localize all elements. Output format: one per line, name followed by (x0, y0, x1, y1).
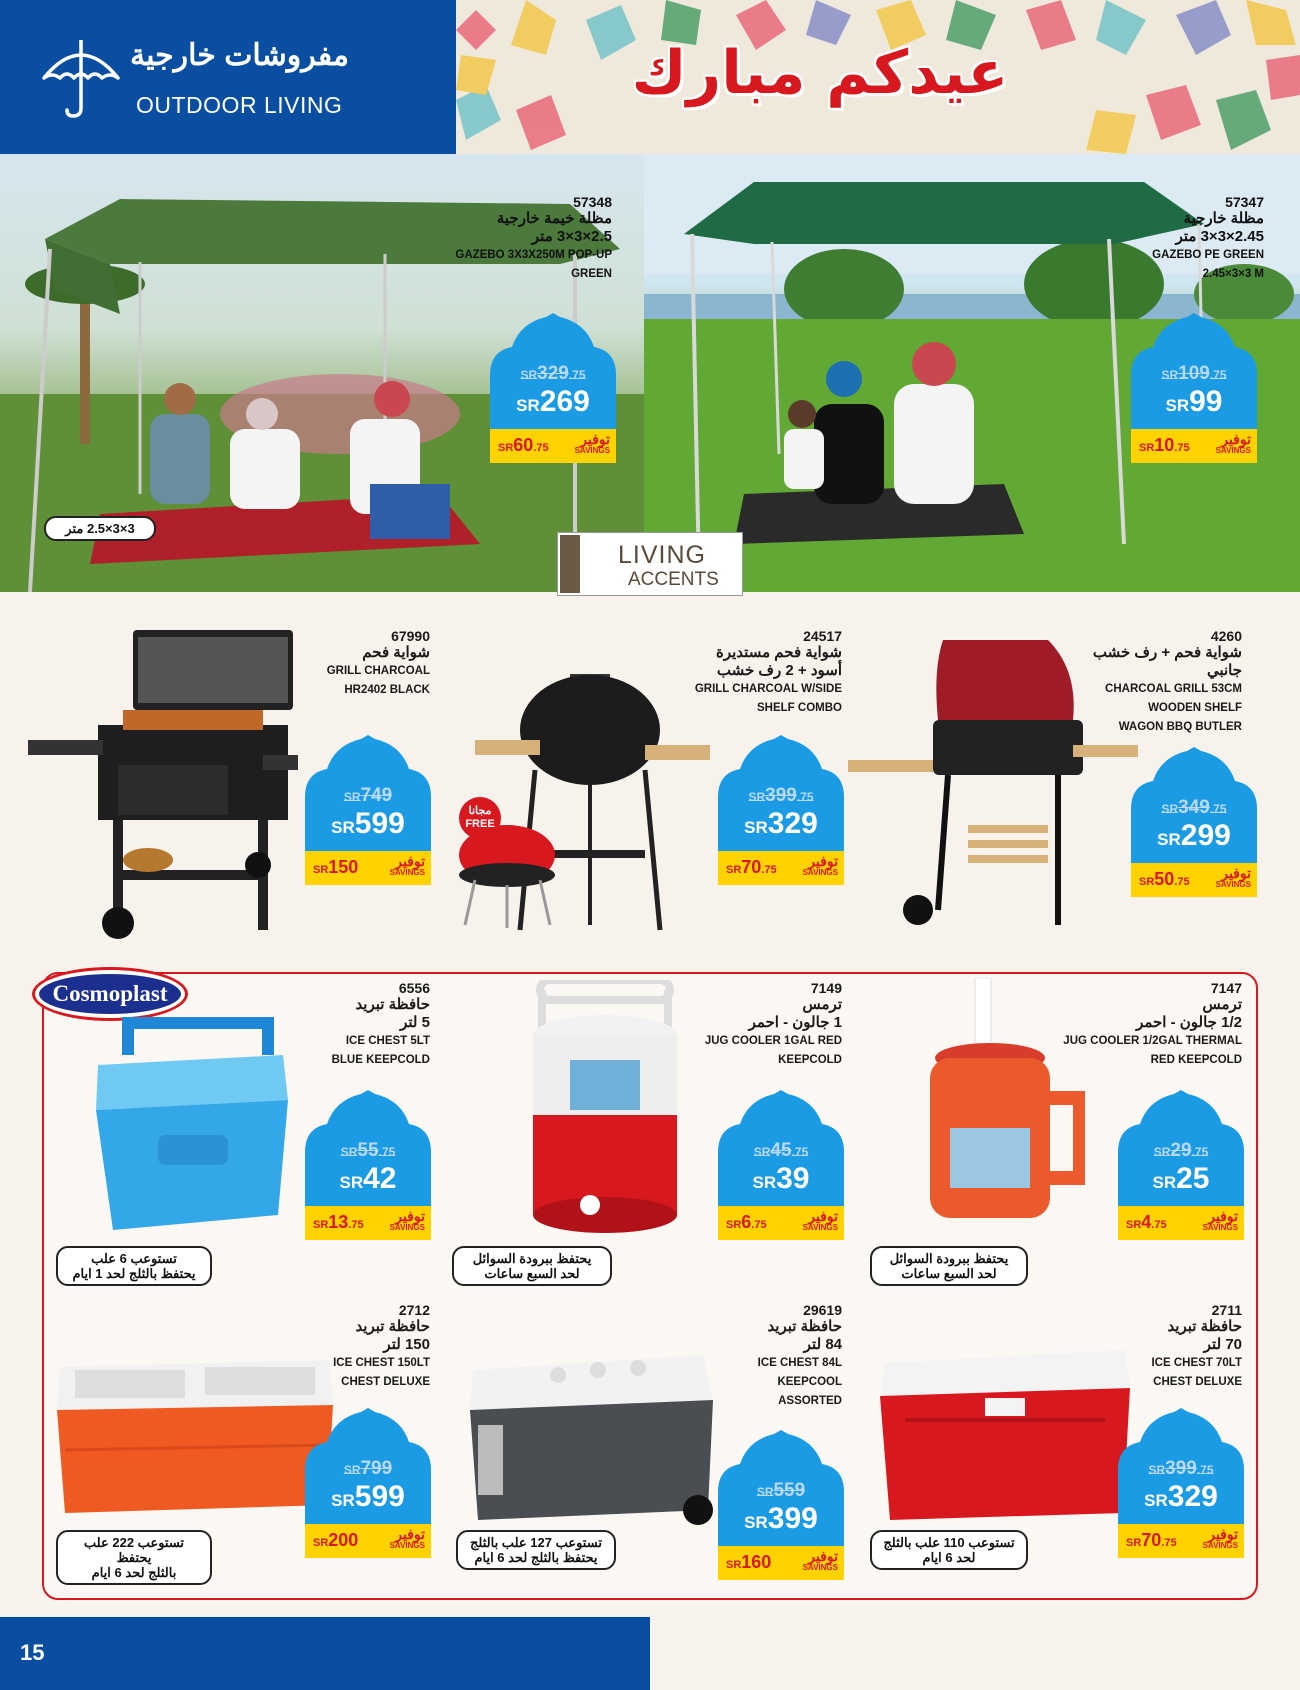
logo-text-living: LIVING (618, 541, 706, 569)
old-price-value: 349 (1178, 797, 1210, 818)
savings-label (390, 853, 425, 877)
savings-label-ar: توفير (1208, 1526, 1238, 1542)
new-price (1131, 385, 1257, 419)
new-price-value: 329 (1167, 1480, 1218, 1513)
product-name-en: ICE CHEST 70LT (1151, 1357, 1242, 1369)
new-price (490, 385, 616, 419)
price-tag-7147 (1118, 1090, 1244, 1238)
product-code: 57348 (573, 194, 612, 210)
currency-label: SR (498, 442, 514, 454)
price-tag-7149 (718, 1090, 844, 1238)
jug-cooler-halfgal-image (925, 978, 1085, 1235)
product-info-2711 (1151, 1302, 1242, 1392)
currency-label: SR (1161, 368, 1179, 382)
new-price (305, 1162, 431, 1196)
currency-label: SR (1126, 1537, 1142, 1549)
new-price-value: 329 (767, 807, 818, 840)
new-price (718, 1502, 844, 1536)
currency-label: SR (343, 790, 361, 804)
free-badge-ar: مجانا (468, 805, 492, 817)
ice-chest-5lt-image (88, 1015, 293, 1235)
ice-chest-70lt-image (875, 1338, 1135, 1523)
product-desc2-en: WAGON BBQ BUTLER (1118, 721, 1242, 733)
currency-label: SR (1126, 1219, 1142, 1231)
currency-label: SR (756, 1485, 774, 1499)
price-tag-57348 (490, 313, 616, 461)
product-desc-en: CHEST DELUXE (1153, 1376, 1242, 1388)
currency-label: SR (1161, 802, 1179, 816)
currency-label: SR (520, 368, 538, 382)
savings-strip (1131, 429, 1257, 463)
pill-line2: لحد السبع ساعات (901, 1266, 997, 1281)
ice-chest-84l-image (468, 1340, 718, 1530)
currency-label: SR (516, 396, 540, 415)
product-code: 7147 (1210, 980, 1242, 996)
savings-label-en: SAVINGS (1202, 1541, 1238, 1550)
old-price (1131, 363, 1257, 385)
product-size-en: 2.45×3×3 M (1202, 268, 1264, 280)
old-price-decimals: .75 (796, 790, 814, 804)
old-price-value: 399 (1165, 1458, 1197, 1479)
old-price (718, 785, 844, 807)
savings-label (803, 853, 838, 877)
logo-block (560, 535, 580, 593)
product-name-ar: شواية فحم (362, 644, 430, 661)
price-tag-57347 (1131, 313, 1257, 461)
product-info-67990 (327, 628, 430, 700)
savings-value: 70 (741, 857, 762, 877)
currency-label: SR (1144, 1491, 1168, 1510)
old-price-decimals: .75 (1196, 1463, 1214, 1477)
savings-label-ar: توفير (395, 853, 425, 869)
savings-value: 70 (1141, 1530, 1162, 1550)
product-desc2-en: ASSORTED (778, 1395, 842, 1407)
savings-strip (1131, 863, 1257, 897)
new-price-value: 39 (776, 1162, 810, 1195)
product-info-7147 (1063, 980, 1242, 1070)
product-code: 2711 (1211, 1302, 1242, 1318)
new-price-value: 399 (767, 1502, 818, 1535)
currency-label: SR (748, 790, 766, 804)
product-desc-en: WOODEN SHELF (1148, 702, 1242, 714)
savings-label-ar: توفير (808, 853, 838, 869)
new-price (718, 1162, 844, 1196)
product-desc-en: SHELF COMBO (757, 702, 842, 714)
savings-amount (313, 857, 358, 878)
product-desc-en: CHEST DELUXE (341, 1376, 430, 1388)
product-name-en: GRILL CHARCOAL (326, 665, 430, 677)
savings-amount (313, 1212, 364, 1233)
savings-label-en: SAVINGS (1202, 1223, 1238, 1232)
savings-label (803, 1548, 838, 1572)
living-accents-logo (557, 532, 743, 596)
savings-decimals: .75 (533, 442, 549, 454)
savings-label (1203, 1526, 1238, 1550)
product-name-en: GRILL CHARCOAL W/SIDE (694, 683, 842, 695)
pill-line1: تستوعب 110 علب بالثلج (883, 1535, 1015, 1550)
savings-label-ar: توفير (1221, 865, 1251, 881)
product-name-ar: حافظة تبريد (355, 1318, 430, 1335)
currency-label: SR (1148, 1463, 1166, 1477)
new-price (718, 807, 844, 841)
old-price-value: 799 (360, 1458, 393, 1479)
new-price (1118, 1162, 1244, 1196)
feature-pill-7147 (870, 1246, 1028, 1286)
pill-line1: يحتفظ ببرودة السوائل (472, 1251, 592, 1266)
savings-strip (718, 851, 844, 885)
product-code: 29619 (803, 1302, 842, 1318)
savings-label-ar: توفير (808, 1208, 838, 1224)
old-price-value: 329 (537, 363, 569, 384)
pill-line1: يحتفظ ببرودة السوائل (889, 1251, 1009, 1266)
savings-value: 50 (1154, 869, 1175, 889)
product-size-ar: 2.45×3×3 متر (1175, 228, 1264, 245)
savings-strip (1118, 1524, 1244, 1558)
new-price (1118, 1480, 1244, 1514)
feature-pill-7149 (452, 1246, 612, 1286)
savings-amount (313, 1530, 358, 1551)
old-price-value: 399 (765, 785, 797, 806)
old-price (1131, 797, 1257, 819)
savings-label-en: SAVINGS (1215, 446, 1251, 455)
savings-label-en: SAVINGS (389, 868, 425, 877)
footer-bar (0, 1617, 650, 1690)
section-title-en: OUTDOOR LIVING (136, 92, 343, 118)
pill-line1: تستوعب 222 علب يحتفظ (83, 1535, 185, 1565)
savings-decimals: .75 (751, 1219, 767, 1231)
product-name-en: GAZEBO PE GREEN (1152, 249, 1264, 261)
price-tag-29619 (718, 1430, 844, 1578)
savings-decimals: .75 (1174, 442, 1190, 454)
currency-label: SR (1157, 830, 1181, 849)
product-code: 2712 (398, 1302, 430, 1318)
savings-amount (726, 857, 777, 878)
product-name-en: GAZEBO 3X3X250M POP-UP (455, 249, 612, 261)
product-code: 6556 (398, 980, 430, 996)
old-price-decimals: .75 (1209, 368, 1227, 382)
product-info-57347 (1152, 194, 1264, 284)
savings-amount (1139, 869, 1190, 890)
free-badge-en: FREE (465, 818, 495, 830)
pill-line1: تستوعب 6 علب (91, 1251, 177, 1266)
currency-label: SR (726, 864, 742, 876)
product-size-ar: 70 لتر (1203, 1336, 1242, 1353)
savings-label-ar: توفير (1208, 1208, 1238, 1224)
savings-amount (1126, 1212, 1167, 1233)
currency-label: SR (1153, 1145, 1171, 1159)
new-price-value: 99 (1189, 385, 1223, 418)
old-price (1118, 1458, 1244, 1480)
product-name-ar: حافظة تبريد (1167, 1318, 1242, 1335)
pill-line1: تستوعب 127 علب بالثلج (470, 1535, 602, 1550)
old-price (305, 1140, 431, 1162)
old-price (1118, 1140, 1244, 1162)
savings-value: 13 (328, 1212, 349, 1232)
product-name-ar: شواية فحم + رف خشب (1092, 644, 1242, 661)
savings-label-ar: توفير (1221, 431, 1251, 447)
savings-strip (305, 1524, 431, 1558)
pill-line2: لحد 6 ايام (922, 1550, 976, 1565)
new-price (1131, 819, 1257, 853)
product-desc-en: KEEPCOOL (777, 1376, 842, 1388)
savings-decimals: .75 (1151, 1219, 1167, 1231)
price-tag-2711 (1118, 1408, 1244, 1556)
product-desc-ar: أسود + 2 رف خشب (716, 662, 842, 679)
savings-strip (305, 851, 431, 885)
product-size-ar: 5 لتر (400, 1014, 430, 1031)
savings-label (390, 1526, 425, 1550)
product-size-ar: 2.5×3×3 متر (531, 228, 612, 245)
savings-value: 6 (741, 1212, 752, 1232)
gazebo-size-pill: 3×3×2.5 متر (44, 516, 156, 541)
product-name-en: JUG COOLER 1GAL RED (704, 1035, 842, 1047)
savings-label-en: SAVINGS (1215, 880, 1251, 889)
product-code: 4260 (1210, 628, 1242, 644)
product-name-en: CHARCOAL GRILL 53CM (1105, 683, 1242, 695)
old-price-decimals: .75 (378, 1145, 396, 1159)
savings-value: 10 (1154, 435, 1175, 455)
price-tag-67990 (305, 735, 431, 883)
product-name-ar: مظلة خارجية (1183, 210, 1264, 227)
product-name-ar: حافظة تبريد (355, 996, 430, 1013)
free-badge (459, 797, 501, 839)
price-tag-2712 (305, 1408, 431, 1556)
section-title-ar: مفروشات خارجية (130, 39, 349, 72)
product-info-24517 (695, 628, 842, 718)
product-desc-ar: جانبي (1206, 662, 1242, 679)
product-size-ar: 84 لتر (803, 1336, 842, 1353)
product-desc-en: BLUE KEEPCOLD (331, 1054, 430, 1066)
new-price-value: 42 (363, 1162, 397, 1195)
product-name-en: JUG COOLER 1/2GAL THERMAL (1063, 1035, 1242, 1047)
old-price-value: 45 (770, 1140, 792, 1161)
savings-amount (1126, 1530, 1177, 1551)
feature-pill-29619 (456, 1530, 616, 1570)
product-name-ar: ترمس (1202, 996, 1242, 1013)
savings-label-en: SAVINGS (389, 1223, 425, 1232)
feature-pill-6556 (56, 1246, 212, 1286)
savings-label (1216, 431, 1251, 455)
currency-label: SR (313, 1537, 329, 1549)
currency-label: SR (313, 864, 329, 876)
pill-line2: بالثلج لحد 6 ايام (91, 1565, 177, 1580)
currency-label: SR (744, 1513, 768, 1532)
new-price (305, 1480, 431, 1514)
savings-label-en: SAVINGS (574, 446, 610, 455)
savings-decimals: .75 (348, 1219, 364, 1231)
currency-label: SR (753, 1145, 771, 1159)
new-price-value: 25 (1176, 1162, 1210, 1195)
savings-amount (726, 1212, 767, 1233)
grill-hr2402-image (28, 625, 298, 945)
product-model-en: HR2402 BLACK (344, 684, 430, 696)
savings-value: 200 (328, 1530, 359, 1550)
currency-label: SR (331, 1491, 355, 1510)
savings-label-en: SAVINGS (802, 868, 838, 877)
old-price-decimals: .75 (568, 368, 586, 382)
old-price (305, 1458, 431, 1480)
savings-label-ar: توفير (395, 1208, 425, 1224)
product-code: 7149 (810, 980, 842, 996)
cosmoplast-logo-text: Cosmoplast (39, 974, 181, 1014)
old-price-value: 109 (1178, 363, 1210, 384)
savings-amount (1139, 435, 1190, 456)
price-tag-6556 (305, 1090, 431, 1238)
currency-label: SR (1139, 442, 1155, 454)
product-name-en: ICE CHEST 5LT (345, 1035, 430, 1047)
old-price (718, 1480, 844, 1502)
logo-text-accents: ACCENTS (628, 569, 719, 590)
savings-label (390, 1208, 425, 1232)
product-code: 24517 (803, 628, 842, 644)
new-price-value: 599 (354, 807, 405, 840)
savings-label-en: SAVINGS (802, 1223, 838, 1232)
product-name-ar: ترمس (802, 996, 842, 1013)
product-size-ar: 1/2 جالون - احمر (1136, 1014, 1242, 1031)
old-price (718, 1140, 844, 1162)
product-size-ar: 150 لتر (383, 1336, 430, 1353)
product-info-2712 (333, 1302, 430, 1392)
savings-decimals: .75 (761, 864, 777, 876)
currency-label: SR (1165, 396, 1190, 415)
currency-label: SR (1139, 876, 1155, 888)
savings-value: 150 (328, 857, 359, 877)
page-number: 15 (20, 1640, 45, 1665)
savings-decimals: .75 (1174, 876, 1190, 888)
savings-label-en: SAVINGS (802, 1563, 838, 1572)
savings-label-ar: توفير (395, 1526, 425, 1542)
product-info-6556 (332, 980, 430, 1070)
savings-label (1216, 865, 1251, 889)
product-size-ar: 1 جالون - احمر (748, 1014, 842, 1031)
new-price-value: 599 (354, 1480, 405, 1513)
new-price (305, 807, 431, 841)
currency-label: SR (1152, 1173, 1177, 1192)
savings-amount (726, 1552, 771, 1573)
savings-strip (305, 1206, 431, 1240)
old-price-decimals: .75 (1191, 1145, 1209, 1159)
savings-decimals: .75 (1161, 1537, 1177, 1549)
pill-line2: لحد السبع ساعات (484, 1266, 580, 1281)
currency-label: SR (313, 1219, 329, 1231)
savings-label (1203, 1208, 1238, 1232)
product-info-29619 (758, 1302, 842, 1411)
currency-label: SR (744, 818, 768, 837)
savings-label (803, 1208, 838, 1232)
feature-pill-2711 (870, 1530, 1028, 1570)
pill-line2: يحتفظ بالثلج لحد 1 ايام (72, 1266, 196, 1281)
old-price-value: 559 (773, 1480, 806, 1501)
umbrella-icon (40, 38, 122, 120)
savings-amount (498, 435, 549, 456)
savings-value: 160 (741, 1552, 772, 1572)
currency-label: SR (726, 1219, 742, 1231)
product-code: 57347 (1225, 194, 1264, 210)
product-desc-en: RED KEEPCOLD (1150, 1054, 1242, 1066)
price-tag-4260 (1131, 747, 1257, 895)
old-price-decimals: .75 (1209, 802, 1227, 816)
product-name-ar: شواية فحم مستديرة (716, 644, 842, 661)
old-price-value: 55 (357, 1140, 379, 1161)
ice-chest-150lt-image (55, 1355, 335, 1515)
savings-value: 4 (1141, 1212, 1152, 1232)
product-info-57348 (455, 194, 612, 284)
new-price-value: 299 (1180, 819, 1231, 852)
product-code: 67990 (391, 628, 430, 644)
savings-label-en: SAVINGS (389, 1541, 425, 1550)
savings-strip (718, 1546, 844, 1580)
savings-label (575, 431, 610, 455)
product-info-7149 (705, 980, 842, 1070)
savings-strip (1118, 1206, 1244, 1240)
cosmoplast-logo (32, 967, 188, 1021)
savings-label-ar: توفير (808, 1548, 838, 1564)
currency-label: SR (339, 1173, 364, 1192)
eid-greeting: عيدكم مبارك (631, 38, 1009, 108)
savings-strip (718, 1206, 844, 1240)
currency-label: SR (331, 818, 355, 837)
old-price-decimals: .75 (791, 1145, 809, 1159)
old-price (305, 785, 431, 807)
savings-label-ar: توفير (580, 431, 610, 447)
old-price-value: 749 (360, 785, 393, 806)
product-color-en: GREEN (571, 268, 612, 280)
product-name-en: ICE CHEST 150LT (333, 1357, 430, 1369)
currency-label: SR (343, 1463, 361, 1477)
old-price (490, 363, 616, 385)
product-name-ar: حافظة تبريد (767, 1318, 842, 1335)
new-price-value: 269 (539, 385, 590, 418)
old-price-value: 29 (1170, 1140, 1192, 1161)
product-name-en: ICE CHEST 84L (757, 1357, 842, 1369)
currency-label: SR (726, 1559, 742, 1571)
savings-value: 60 (513, 435, 534, 455)
jug-cooler-1gal-image (530, 980, 680, 1235)
savings-strip (490, 429, 616, 463)
feature-pill-2712 (56, 1530, 212, 1585)
product-info-4260 (1093, 628, 1242, 737)
product-desc-en: KEEPCOLD (778, 1054, 842, 1066)
price-tag-24517 (718, 735, 844, 883)
currency-label: SR (752, 1173, 777, 1192)
pill-line2: يحتفظ بالثلج لحد 6 ايام (474, 1550, 598, 1565)
currency-label: SR (340, 1145, 358, 1159)
product-name-ar: مظلة خيمة خارجية (496, 210, 612, 227)
